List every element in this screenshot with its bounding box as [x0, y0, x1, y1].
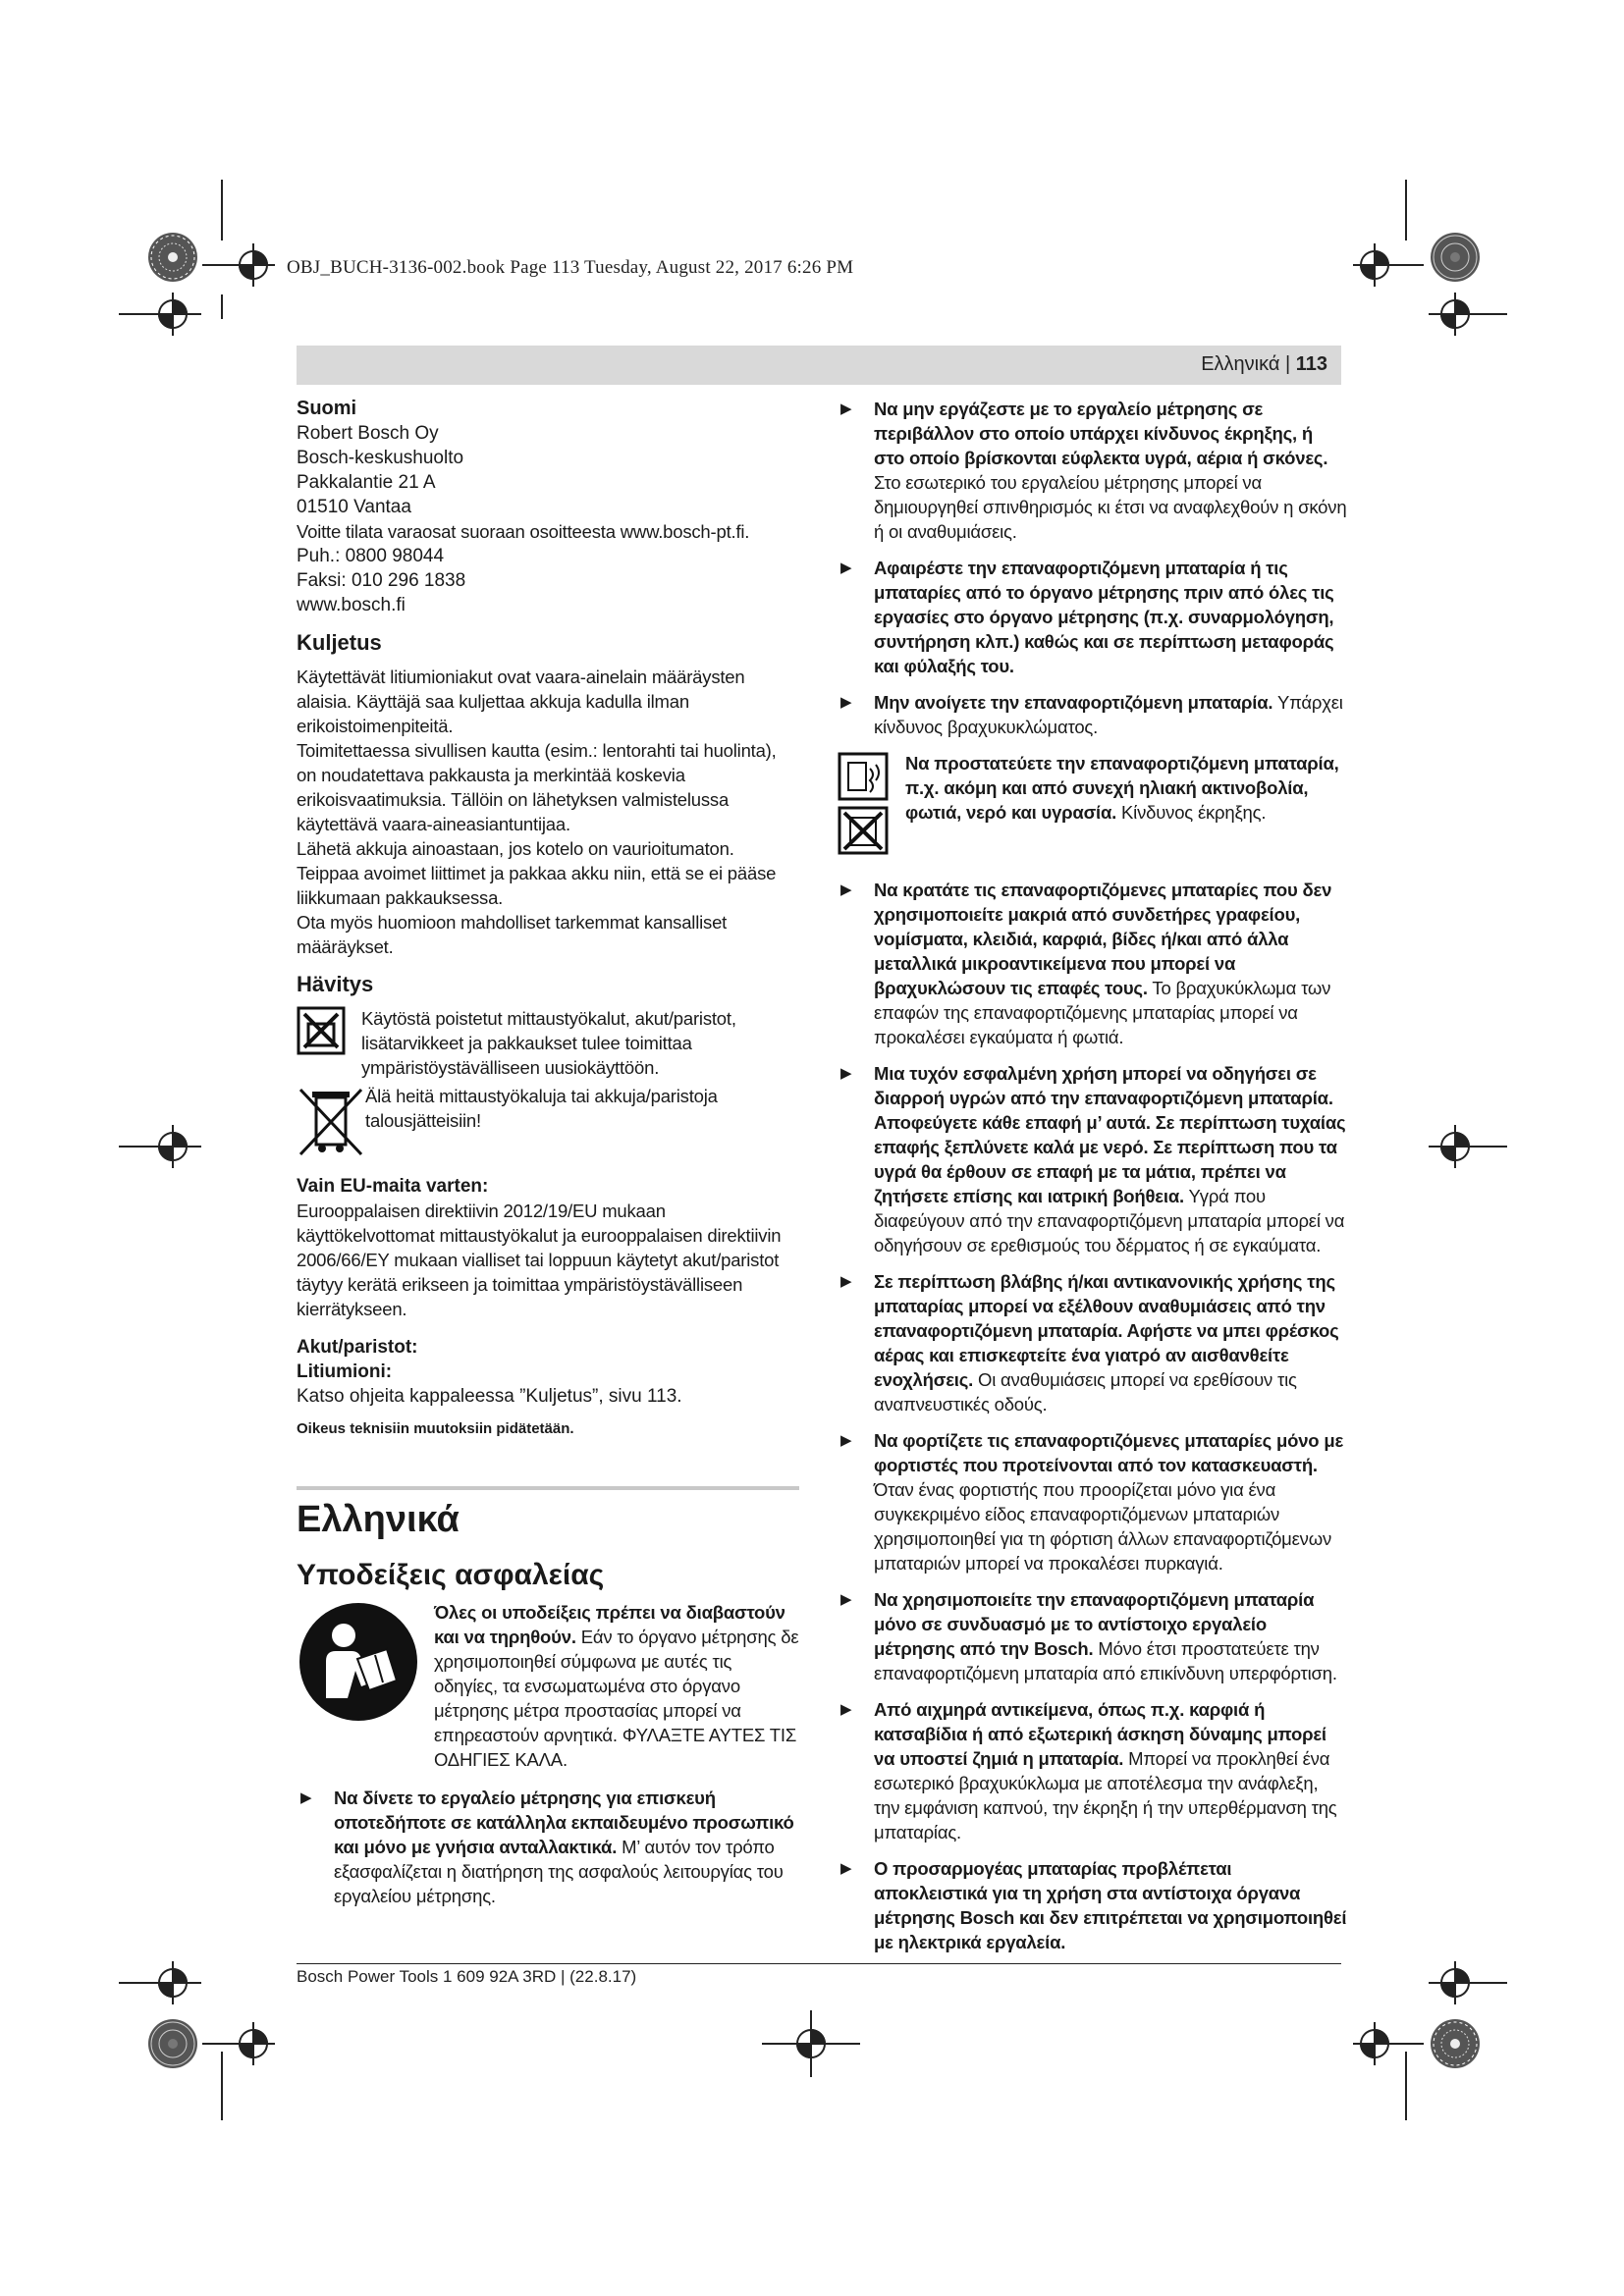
intro-text: Εάν το όργανο μέτρησης δε χρησιμοποιηθεί σύμφωνα με αυτές τις οδηγίες, τα ενσωματωμένα στο όργανο μέτρησης μέτρα προστασίας μπορεί να επηρεαστούν αρνητικά. ΦΥΛΑΞΤΕ ΑΥΤΕΣ ΤΙΣ ΟΔΗΓΙΕΣ ΚΑΛΑ. [434, 1627, 799, 1770]
bullet-triangle-icon: ▶ [300, 1789, 312, 1806]
bullet-body [334, 1786, 799, 1908]
bullet-body [874, 1697, 1347, 1844]
bullet-body [874, 1856, 1347, 1954]
bullet-triangle-icon: ▶ [840, 694, 852, 711]
contact-line: www.bosch.fi [297, 595, 406, 615]
contact-line: Pakkalantie 21 A [297, 472, 436, 493]
bullet-bold: Να φορτίζετε τις επαναφορτιζόμενες μπαταρίες μόνο με φορτιστές που προτείνονται από τον κατασκευαστή. [874, 1430, 1344, 1475]
bullet-bold: Να μην εργάζεστε με το εργαλείο μέτρησης σε περιβάλλον στο οποίο υπάρχει κίνδυνος έκρηξης, ή στο οποίο βρίσκονται εύφλεκτα υγρά, αέρια ή σκόνες. [874, 399, 1328, 468]
contact-line: Voitte tilata varaosat suoraan osoitteesta www.bosch-pt.fi. [297, 521, 750, 542]
bullet-bold: Να κρατάτε τις επαναφορτιζόμενες μπαταρίες που δεν χρησιμοποιείτε μακριά από συνδετήρες γραφείου, νομίσματα, κλειδιά, καρφιά, βίδες ή/και από άλλα μεταλλικά μικροαντικείμενα που μπορεί να βραχυκλώσουν τις επαφές τους. [874, 880, 1332, 998]
contact-line: Puh.: 0800 98044 [297, 546, 445, 566]
recycle-row [297, 1006, 799, 1080]
page-number: 113 [1295, 353, 1327, 375]
contact-line: Robert Bosch Oy [297, 423, 439, 444]
eu-heading: Vain EU-maita varten: [297, 1176, 489, 1197]
bullet-bold: Να χρησιμοποιείτε την επαναφορτιζόμενη μπαταρία μόνο σε συνδυασμό με το αντίστοιχο εργαλείο μέτρησης από την Bosch. [874, 1589, 1315, 1659]
bullet-bold: Να δίνετε το εργαλείο μέτρησης για επισκευή οποτεδήποτε σε κατάλληλα εκπαιδευμένο προσωπικό και μόνο με γνήσια ανταλλακτικά. [334, 1788, 794, 1857]
bin-text: Älä heitä mittaustyökaluja tai akkuja/paristoja talousjätteisiin! [365, 1086, 718, 1131]
bullet-text: Μ’ αυτόν τον τρόπο εξασφαλίζεται η διατήρηση της ασφαλούς λειτουργίας του εργαλείου μέτρησης. [334, 1837, 784, 1906]
bullet-triangle-icon: ▶ [840, 1860, 852, 1877]
bullet-body [874, 1428, 1347, 1575]
bullet-bold: Μια τυχόν εσφαλμένη χρήση μπορεί να οδηγήσει σε διαρροή υγρών από την επαναφορτιζόμενη μπαταρία. Αποφεύγετε κάθε επαφή μ’ αυτά. Σε περίπτωση τυχαίας επαφής ξεπλύνετε καλά με νερό. Σε περίπτωση που τα υγρά θα έρθουν σε επαφή με τα μάτια, πρέπει να ζητήσετε επίσης και ιατρική βοήθεια. [874, 1063, 1346, 1206]
contact-line: Bosch-keskushuolto [297, 448, 464, 468]
bullet-bold: Από αιχμηρά αντικείμενα, όπως π.χ. καρφιά ή κατσαβίδια ή από εξωτερική άσκηση δύναμης μπορεί να υποστεί ζημιά η μπαταρία. [874, 1699, 1326, 1769]
protection-icons [837, 751, 895, 862]
recycle-text: Käytöstä poistetut mittaustyökalut, akut/paristot, lisätarvikkeet ja pakkaukset tulee toimittaa ympäristöystävälliseen uusiokäyttöön. [361, 1008, 736, 1078]
transport-heading: Kuljetus [297, 630, 382, 655]
bullet-text: Μόνο έτσι προστατεύετε την επαναφορτιζόμενη μπαταρία από επικίνδυνη υπερφόρτιση. [874, 1638, 1337, 1683]
contact-line: Faksi: 010 296 1838 [297, 570, 466, 591]
safety-bullet [297, 1786, 799, 1908]
crossed-bin-icon [297, 1084, 371, 1158]
greek-language-title: Ελληνικά [297, 1499, 460, 1540]
bullet-text: Μπορεί να προκληθεί ένα εσωτερικό βραχυκύκλωμα με αποτέλεσμα την ανάφλεξη, την εμφάνιση καπνού, την έκρηξη ή την υπερθέρμανση της μπαταρίας. [874, 1748, 1337, 1842]
bullet-body [874, 1061, 1347, 1257]
sun-bold: Να προστατεύετε την επαναφορτιζόμενη μπαταρία, π.χ. ακόμη και από συνεχή ηλιακή ακτινοβολία, φωτιά, νερό και υγρασία. [905, 753, 1339, 823]
contact-country: Suomi [297, 398, 357, 419]
bullet-triangle-icon: ▶ [840, 1701, 852, 1718]
bullet-text: Στο εσωτερικό του εργαλείου μέτρησης μπορεί να δημιουργηθεί σπινθηρισμός κι έτσι να αναφλεχθούν η σκόνη ή οι αναθυμιάσεις. [874, 472, 1347, 542]
safety-bullet [837, 397, 1347, 544]
safety-bullet [837, 1697, 1347, 1844]
bullet-body [874, 690, 1347, 739]
intro-row [297, 1600, 799, 1772]
bullet-text: Υπάρχει κίνδυνος βραχυκυκλώματος. [874, 692, 1343, 737]
transport-paragraph: Ota myös huomioon mahdolliset tarkemmat kansalliset määräykset. [297, 912, 728, 957]
safety-bullet [837, 1269, 1347, 1416]
page-header [297, 346, 1341, 385]
sun-protection-row [837, 751, 1347, 862]
bullet-triangle-icon: ▶ [840, 1065, 852, 1082]
bullet-body [874, 1587, 1347, 1685]
batteries-subheading: Litiumioni: [297, 1362, 393, 1382]
bullet-bold: Ο προσαρμογέας μπαταρίας προβλέπεται αποκλειστικά για τη χρήση στα αντίστοιχα όργανα μέτρησης Bosch και δεν επιτρέπεται να χρησιμοποιηθεί με ηλεκτρικά εργαλεία. [874, 1858, 1347, 1952]
bullet-text: Το βραχυκύκλωμα των επαφών της επαναφορτιζόμενης μπαταρίας μπορεί να προκαλέσει εγκαύματα ή φωτιά. [874, 978, 1331, 1047]
safety-bullet [837, 690, 1347, 739]
recycle-no-trash-icon [297, 1006, 352, 1057]
disposal-heading: Hävitys [297, 972, 374, 996]
bullet-triangle-icon: ▶ [840, 1432, 852, 1449]
batteries-heading: Akut/paristot: [297, 1337, 418, 1358]
contact-block [297, 421, 799, 617]
bullet-bold: Μην ανοίγετε την επαναφορτιζόμενη μπαταρία. [874, 692, 1273, 713]
bullet-body [874, 878, 1347, 1049]
book-slug: OBJ_BUCH-3136-002.book Page 113 Tuesday, August 22, 2017 6:26 PM [287, 257, 854, 278]
bullet-bold: Αφαιρέστε την επαναφορτιζόμενη μπαταρία ή τις μπαταρίες από το όργανο μέτρησης πριν από όλες τις εργασίες στο όργανο μέτρησης (π.χ. συναρμολόγηση, συντήρηση κλπ.) καθώς και σε περίπτωση μεταφοράς και φύλαξής του. [874, 558, 1334, 676]
batteries-text: Katso ohjeita kappaleessa ”Kuljetus”, sivu 113. [297, 1386, 682, 1407]
bullet-triangle-icon: ▶ [840, 400, 852, 417]
read-manual-icon [297, 1600, 424, 1728]
safety-bullet [837, 1061, 1347, 1257]
section-divider [297, 1486, 799, 1490]
sun-protection-text [905, 751, 1347, 825]
eu-text: Eurooppalaisen direktiivin 2012/19/EU mukaan käyttökelvottomat mittaustyökalut ja eurooppalaisen direktiivin 2006/66/EY mukaan vialliset tai loppuun käytetyt akut/paristot täytyy kerätä erikseen ja toimittaa ympäristöystävälliseen kierrätykseen. [297, 1201, 782, 1319]
transport-paragraph: Toimitettaessa sivullisen kautta (esim.: lentorahti tai huolinta), on noudatettava pakkausta ja merkintää koskevia erikoisvaatimuksia. Tällöin on lähetyksen valmistelussa käytettävä vaara-aineasiantuntijaa. [297, 740, 777, 834]
contact-line: 01510 Vantaa [297, 497, 411, 517]
bullet-bold: Σε περίπτωση βλάβης ή/και αντικανονικής χρήσης της μπαταρίας μπορεί να εξέλθουν αναθυμιάσεις από την επαναφορτιζόμενη μπαταρία. Αφήστε να μπει φρέσκος αέρας και επισκεφτείτε ένα γιατρό αν αισθανθείτε ενοχλήσεις. [874, 1271, 1339, 1390]
bullet-triangle-icon: ▶ [840, 881, 852, 898]
sun-text: Κίνδυνος έκρηξης. [1116, 802, 1267, 823]
safety-bullet [837, 556, 1347, 678]
header-text [1201, 353, 1327, 376]
footer-text: Bosch Power Tools 1 609 92A 3RD | (22.8.17) [297, 1967, 637, 1986]
left-column [297, 397, 799, 1920]
intro-bold: Όλες οι υποδείξεις πρέπει να διαβαστούν και να τηρηθούν. [434, 1602, 785, 1647]
bullet-body [874, 397, 1347, 544]
bullet-text: Υγρά που διαφεύγουν από την επαναφορτιζόμενη μπαταρία μπορεί να οδηγήσουν σε ερεθισμούς του δέρματος ή σε εγκαύματα. [874, 1186, 1345, 1255]
bullet-triangle-icon: ▶ [840, 1591, 852, 1608]
transport-paragraph: Lähetä akkuja ainoastaan, jos kotelo on vaurioitumaton. Teippaa avoimet liittimet ja pakkaa akku niin, että se ei pääse liikkumaan pakkauksessa. [297, 838, 777, 908]
heat-and-water-icon [837, 751, 890, 857]
header-section: Ελληνικά | [1201, 353, 1296, 375]
right-column [837, 397, 1347, 1966]
rights-reserved: Oikeus teknisiin muutoksiin pidätetään. [297, 1420, 574, 1437]
bullet-body [874, 556, 1347, 678]
intro-paragraph [434, 1600, 799, 1772]
bin-row [297, 1084, 799, 1158]
transport-paragraph: Käytettävät litiumioniakut ovat vaara-ainelain määräysten alaisia. Käyttäjä saa kuljettaa akkuja kadulla ilman erikoistoimenpiteitä. [297, 667, 745, 736]
bullet-text: Οι αναθυμιάσεις μπορεί να ερεθίσουν τις αναπνευστικές οδούς. [874, 1369, 1297, 1415]
safety-bullet [837, 1856, 1347, 1954]
bullet-text: Όταν ένας φορτιστής που προορίζεται μόνο για ένα συγκεκριμένο είδος επαναφορτιζόμενων μπαταριών χρησιμοποιηθεί για τη φόρτιση άλλων επαναφορτιζόμενων μπαταριών μπορεί να προκαλέσει πυρκαγιά. [874, 1479, 1332, 1574]
safety-bullet [837, 1587, 1347, 1685]
safety-bullet [837, 878, 1347, 1049]
footer-rule [297, 1963, 1341, 1964]
safety-bullet [837, 1428, 1347, 1575]
bullet-body [874, 1269, 1347, 1416]
bullet-triangle-icon: ▶ [840, 560, 852, 576]
safety-title: Υποδείξεις ασφαλείας [297, 1559, 605, 1591]
bullet-triangle-icon: ▶ [840, 1273, 852, 1290]
